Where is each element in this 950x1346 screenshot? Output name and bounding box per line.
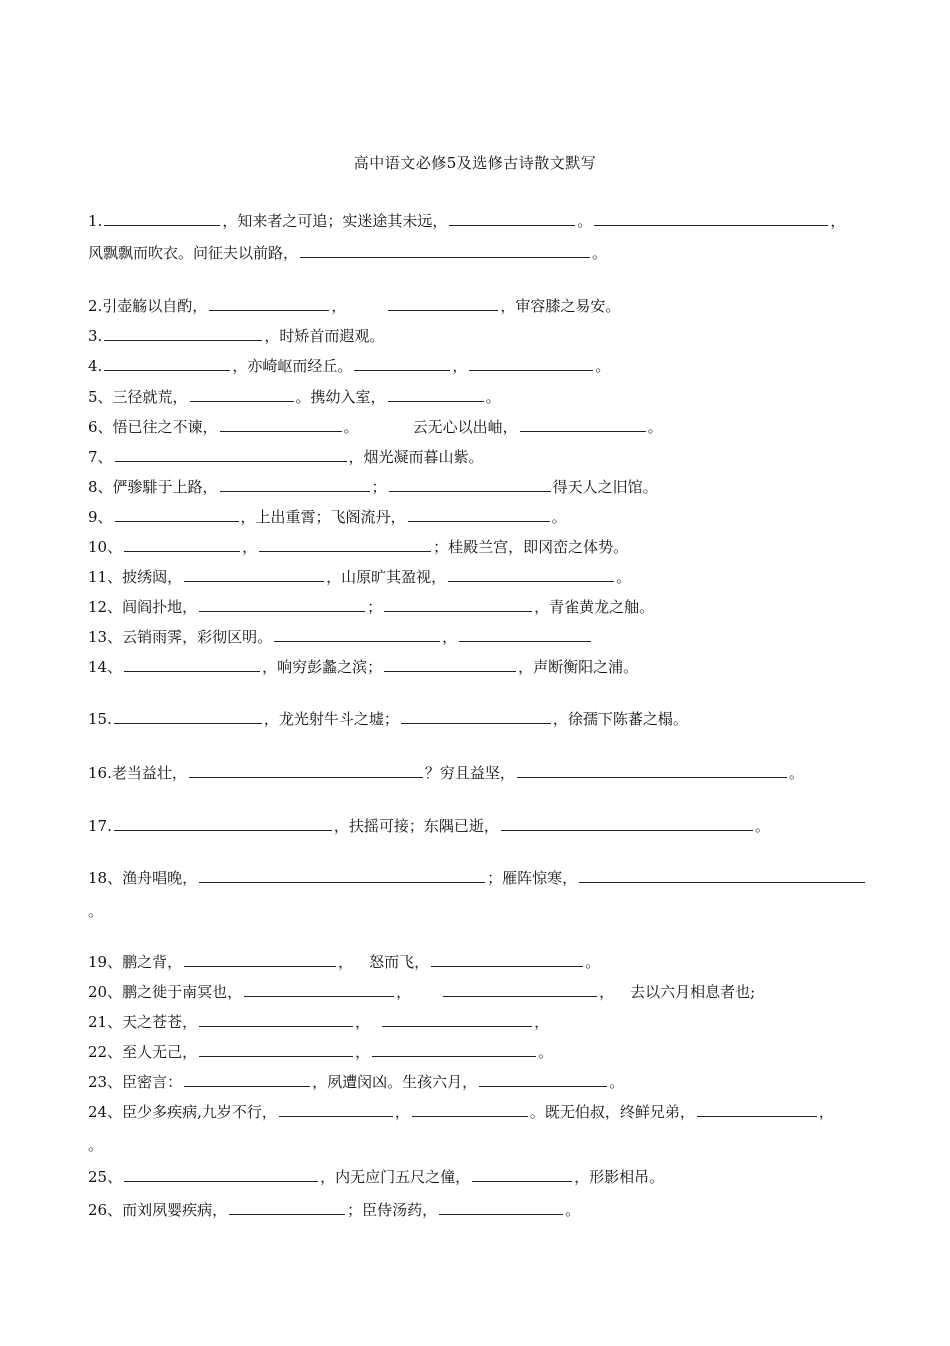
exercise-text: 7、: [88, 448, 113, 466]
exercise-text: 8、俨骖騑于上路，: [88, 478, 218, 496]
fill-in-blank[interactable]: [401, 708, 551, 724]
fill-in-blank[interactable]: [220, 476, 370, 492]
fill-in-blank[interactable]: [104, 210, 220, 226]
exercise-line: [88, 708, 880, 729]
exercise-line: [88, 1011, 880, 1032]
exercise-text: ，声断衡阳之浦。: [518, 658, 639, 676]
exercise-line: [88, 506, 880, 527]
exercise-text: 。: [485, 388, 501, 406]
exercise-text: 16.老当益壮，: [88, 764, 187, 782]
fill-in-blank[interactable]: [184, 566, 324, 582]
exercise-text: ，: [331, 297, 347, 315]
exercise-text: ，审容膝之易安。: [500, 297, 621, 315]
exercise-text: 11、披绣闼，: [88, 568, 183, 586]
fill-in-blank[interactable]: [439, 1199, 563, 1215]
exercise-text: 20、鹏之徙于南冥也，: [88, 983, 243, 1001]
exercise-text: 。: [592, 244, 608, 262]
exercise-text: ；臣侍汤药，: [347, 1201, 438, 1219]
exercise-text: 25、: [88, 1168, 123, 1186]
exercise-text: 。: [565, 1201, 581, 1219]
exercise-text: ；雁阵惊寒，: [487, 869, 578, 887]
fill-in-blank[interactable]: [579, 867, 865, 883]
exercise-line: [88, 951, 880, 972]
exercise-text: 怒而飞，: [369, 953, 430, 971]
exercise-line: [88, 386, 880, 407]
fill-in-blank[interactable]: [259, 536, 431, 552]
exercise-line: [88, 1041, 880, 1062]
exercise-text: 。: [647, 418, 663, 436]
exercise-text: 。: [88, 902, 104, 920]
exercise-text: 。: [585, 953, 601, 971]
exercise-text: 19、鹏之背，: [88, 953, 183, 971]
fill-in-blank[interactable]: [388, 295, 498, 311]
exercise-text: 10、: [88, 538, 123, 556]
exercise-text: ，: [396, 983, 412, 1001]
exercise-text: 18、渔舟唱晚，: [88, 869, 198, 887]
exercise-text: 。携幼入室，: [295, 388, 386, 406]
exercise-text: 。: [595, 357, 611, 375]
exercise-text: 12、闾阎扑地，: [88, 598, 198, 616]
exercise-text: 。: [788, 764, 804, 782]
exercise-text: ，: [830, 212, 846, 230]
fill-in-blank[interactable]: [389, 476, 551, 492]
exercise-text: ，: [599, 983, 615, 1001]
fill-in-blank[interactable]: [115, 506, 239, 522]
fill-in-blank[interactable]: [199, 1041, 353, 1057]
exercise-text: 。: [551, 508, 567, 526]
exercise-text: 1.: [88, 212, 103, 230]
exercise-text: 5、三径就荒，: [88, 388, 188, 406]
exercise-line: [88, 815, 880, 836]
exercise-text: 得天人之旧馆。: [552, 478, 658, 496]
exercise-text: 15.: [88, 710, 112, 728]
exercise-text: ，: [394, 1103, 410, 1121]
exercise-line: [88, 656, 880, 677]
exercise-text: ，: [452, 357, 468, 375]
exercise-text: 。既无伯叔，终鲜兄弟，: [529, 1103, 695, 1121]
exercise-text: ；: [367, 598, 383, 616]
exercise-line: [88, 446, 880, 467]
exercise-line: [88, 295, 880, 316]
exercise-line: [88, 867, 880, 888]
exercise-text: ，: [534, 1013, 550, 1031]
exercise-line: [88, 1199, 880, 1220]
exercise-text: 6、悟已往之不谏，: [88, 418, 218, 436]
fill-in-blank[interactable]: [104, 325, 262, 341]
exercise-line: [88, 566, 880, 587]
fill-in-blank[interactable]: [443, 981, 597, 997]
fill-in-blank[interactable]: [184, 1071, 310, 1087]
exercise-text: ，知来者之可追；实迷途其未远，: [222, 212, 448, 230]
exercise-text: 。: [577, 212, 593, 230]
exercise-text: ，亦崎岖而经丘。: [232, 357, 353, 375]
fill-in-blank[interactable]: [501, 815, 753, 831]
fill-in-blank[interactable]: [382, 1011, 532, 1027]
exercise-text: 22、至人无己，: [88, 1043, 198, 1061]
exercise-text: 。: [609, 1073, 625, 1091]
exercise-text: ，青雀黄龙之舳。: [534, 598, 655, 616]
exercise-line: [88, 596, 880, 617]
fill-in-blank[interactable]: [479, 1071, 607, 1087]
exercise-line: [88, 762, 880, 783]
fill-in-blank[interactable]: [199, 867, 485, 883]
fill-in-blank[interactable]: [448, 566, 614, 582]
exercise-text: 17.: [88, 817, 112, 835]
exercise-text: ，: [338, 953, 354, 971]
fill-in-blank[interactable]: [124, 1166, 318, 1182]
fill-in-blank[interactable]: [104, 355, 230, 371]
exercise-line: [88, 1166, 880, 1187]
fill-in-blank[interactable]: [384, 656, 516, 672]
exercise-text: ，上出重霄；飞阁流丹，: [240, 508, 406, 526]
exercise-text: 风飘飘而吹衣。问征夫以前路，: [88, 244, 299, 262]
fill-in-blank[interactable]: [199, 1011, 353, 1027]
exercise-text: 26、而刘夙婴疾病，: [88, 1201, 228, 1219]
exercise-text: 。: [754, 817, 770, 835]
fill-in-blank[interactable]: [372, 1041, 536, 1057]
exercise-text: 。: [88, 1136, 104, 1154]
exercise-text: ，: [442, 628, 458, 646]
exercise-text: ；桂殿兰宫，即冈峦之体势。: [433, 538, 629, 556]
fill-in-blank[interactable]: [189, 762, 423, 778]
fill-in-blank[interactable]: [190, 386, 294, 402]
exercise-text: ，夙遭闵凶。生孩六月，: [312, 1073, 478, 1091]
exercise-text: 2.引壶觞以自酌，: [88, 297, 208, 315]
exercise-line: [88, 476, 880, 497]
exercise-text: ，烟光凝而暮山紫。: [348, 448, 484, 466]
fill-in-blank[interactable]: [115, 446, 347, 462]
fill-in-blank[interactable]: [279, 1101, 393, 1117]
exercise-text: 4.: [88, 357, 103, 375]
fill-in-blank[interactable]: [220, 416, 342, 432]
exercise-line: [88, 981, 880, 1002]
fill-in-blank[interactable]: [184, 951, 336, 967]
exercise-line: [88, 325, 880, 346]
fill-in-blank[interactable]: [431, 951, 583, 967]
exercise-text: ，扶摇可接；东隅已逝，: [333, 817, 499, 835]
exercise-text: ，: [818, 1103, 834, 1121]
fill-in-blank[interactable]: [449, 210, 575, 226]
exercise-text: 24、臣少多疾病,九岁不行，: [88, 1103, 277, 1121]
exercise-line: [88, 1135, 880, 1155]
fill-in-blank[interactable]: [209, 295, 329, 311]
exercise-text: ，内无应门五尺之僮，: [320, 1168, 471, 1186]
exercise-text: 14、: [88, 658, 123, 676]
fill-in-blank[interactable]: [408, 506, 550, 522]
fill-in-blank[interactable]: [229, 1199, 345, 1215]
exercise-text: 去以六月相息者也;: [630, 983, 756, 1001]
exercise-text: ，山原旷其盈视，: [326, 568, 447, 586]
exercise-line: [88, 536, 880, 557]
exercise-text: 3.: [88, 327, 103, 345]
fill-in-blank[interactable]: [388, 386, 484, 402]
exercise-text: ，: [355, 1043, 371, 1061]
exercise-line: [88, 626, 880, 647]
fill-in-blank[interactable]: [384, 596, 532, 612]
exercise-text: 9、: [88, 508, 113, 526]
fill-in-blank[interactable]: [697, 1101, 817, 1117]
fill-in-blank[interactable]: [124, 656, 260, 672]
exercise-text: ？穷且益坚，: [424, 764, 515, 782]
exercise-text: ，徐孺下陈蕃之榻。: [552, 710, 688, 728]
fill-in-blank[interactable]: [520, 416, 646, 432]
exercise-text: ，响穷彭蠡之滨；: [262, 658, 383, 676]
exercise-text: 。: [343, 418, 359, 436]
exercise-line: [88, 416, 880, 437]
fill-in-blank[interactable]: [114, 815, 332, 831]
fill-in-blank[interactable]: [412, 1101, 528, 1117]
exercise-text: ，: [242, 538, 258, 556]
exercise-text: ；: [371, 478, 387, 496]
fill-in-blank[interactable]: [354, 355, 450, 371]
fill-in-blank[interactable]: [594, 210, 828, 226]
exercise-text: 云无心以出岫，: [412, 418, 518, 436]
fill-in-blank[interactable]: [274, 626, 440, 642]
fill-in-blank[interactable]: [124, 536, 240, 552]
fill-in-blank[interactable]: [199, 596, 365, 612]
fill-in-blank[interactable]: [459, 626, 591, 642]
exercise-line: [88, 242, 880, 263]
exercise-text: 21、天之苍苍，: [88, 1013, 198, 1031]
exercise-text: ，时矫首而遐观。: [264, 327, 385, 345]
exercise-text: 。: [538, 1043, 554, 1061]
exercise-text: ，龙光射牛斗之墟；: [263, 710, 399, 728]
fill-in-blank[interactable]: [517, 762, 787, 778]
exercise-line: [88, 1071, 880, 1092]
page-title: 高中语文必修5及选修古诗散文默写: [353, 154, 597, 172]
exercise-line: [88, 210, 880, 231]
fill-in-blank[interactable]: [472, 1166, 572, 1182]
fill-in-blank[interactable]: [300, 242, 590, 258]
exercise-text: ，: [355, 1013, 371, 1031]
exercise-line: [88, 1101, 880, 1122]
exercise-line: [88, 901, 880, 921]
fill-in-blank[interactable]: [469, 355, 593, 371]
exercise-text: ，形影相吊。: [574, 1168, 665, 1186]
exercise-line: [88, 355, 880, 376]
exercise-text: 。: [616, 568, 632, 586]
exercise-text: 23、臣密言：: [88, 1073, 183, 1091]
fill-in-blank[interactable]: [114, 708, 262, 724]
fill-in-blank[interactable]: [244, 981, 394, 997]
exercise-text: 13、云销雨霁，彩彻区明。: [88, 628, 273, 646]
